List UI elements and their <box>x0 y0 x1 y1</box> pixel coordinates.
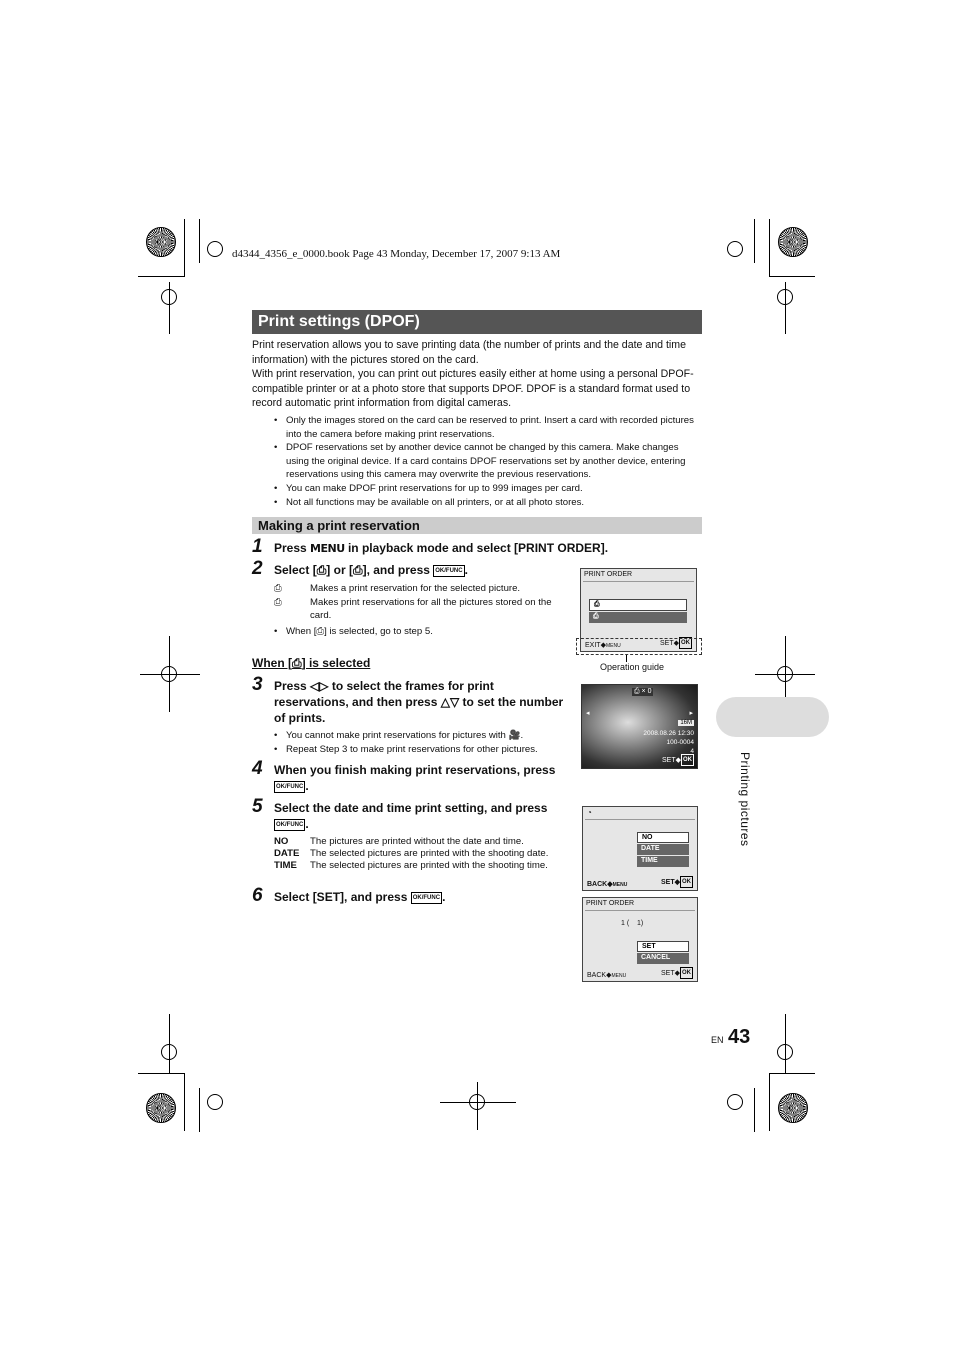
menu-option-no: NO <box>637 832 689 843</box>
frame-count: 4 <box>690 748 694 755</box>
step-5-definitions: NO The pictures are printed without the date and time. DATE The selected pictures are printed with the shooting date. TIME The selected pictures are printed with the shooting time. <box>274 836 549 871</box>
operation-guide-box <box>576 638 702 655</box>
list-item: • Repeat Step 3 to make print reservations for other pictures. <box>274 743 570 757</box>
screen-print-order-confirm: PRINT ORDER 1 ( 1) SET CANCEL BACK◆MENU SET◆ OK <box>582 897 698 982</box>
page-title: Print settings (DPOF) <box>252 310 702 334</box>
menu-option-set: SET <box>637 941 689 952</box>
list-item: • You can make DPOF print reservations for up to 999 images per card. <box>274 482 702 496</box>
step-number: 4 <box>252 758 263 779</box>
print-count-badge: ⎙ × 0 <box>634 688 652 695</box>
registration-rosette-icon <box>146 1093 176 1123</box>
list-item: • Only the images stored on the card can be reserved to print. Insert a card with recorded pictures into the camera before making print reservations. <box>274 414 702 441</box>
step-number: 6 <box>252 885 263 906</box>
when-single-heading: When [⎙] is selected <box>252 656 371 670</box>
arrow-left-icon: ◂ <box>586 710 590 717</box>
step-1: 1 Press MENU in playback mode and select [PRINT ORDER]. <box>252 536 609 557</box>
section-subtitle: Making a print reservation <box>252 517 702 534</box>
print-header-line: d4344_4356_e_0000.book Page 43 Monday, December 17, 2007 9:13 AM <box>232 248 561 260</box>
arrow-right-icon: ▸ <box>689 710 693 717</box>
menu-option-cancel: CANCEL <box>637 953 689 964</box>
left-right-arrows-icon: ◁▷ <box>310 679 329 693</box>
screen-photo-frame: ⎙ × 0 ◂ ▸ 16M 2008.08.26 12:30 100-0004 4 SET◆ OK <box>581 684 698 769</box>
screen-print-order-menu: PRINT ORDER ⎙ ⎙ EXIT◆MENU SET◆ OK <box>580 568 697 652</box>
chapter-label: Printing pictures <box>738 752 752 847</box>
menu-option-all <box>589 612 687 623</box>
image-size-badge: 16M <box>680 720 692 726</box>
menu-option-time: TIME <box>637 856 689 867</box>
list-item: • DPOF reservations set by another device cannot be changed by this camera. Make changes using the original device. If a card contains DPOF reservations set by another device, entering reservations using this camera may overwrite the previous reservations. <box>274 441 702 482</box>
menu-option-single <box>589 599 687 611</box>
print-count-readout: 1 ( 1) <box>621 920 644 927</box>
registration-rosette-icon <box>778 227 808 257</box>
intro-paragraph: Print reservation allows you to save printing data (the number of prints and the date and time information) with the pictures stored on the card. <box>252 339 686 366</box>
step-number: 5 <box>252 796 263 817</box>
print-all-icon: ⎙ <box>352 563 363 577</box>
ok-func-button-icon: OK/FUNC <box>274 781 305 793</box>
crosshair-icon <box>727 1094 743 1110</box>
page-number: EN 43 <box>711 1026 751 1048</box>
print-single-icon: ⎙ <box>316 563 327 577</box>
screen-date-setting: ◔ NO DATE TIME BACK◆MENU SET◆ OK <box>582 806 698 891</box>
step-4: 4 When you finish making print reservations, press OK/FUNC . <box>252 758 556 793</box>
registration-rosette-icon <box>146 227 176 257</box>
step-number: 1 <box>252 536 263 557</box>
step-number: 2 <box>252 558 263 579</box>
menu-button-icon: MENU <box>310 542 345 555</box>
ok-func-button-icon: OK/FUNC <box>433 565 464 577</box>
print-single-icon: ⎙ <box>292 656 302 670</box>
intro-paragraph: With print reservation, you can print out pictures easily either at home using a personal DPOF-compatible printer or at a photo store that supports DPOF. DPOF is a standard format used to record automatic print information from digital cameras. <box>252 368 694 410</box>
print-single-icon: ⎙ <box>274 583 282 594</box>
print-single-icon: ⎙ <box>594 601 600 608</box>
movie-icon: 🎥 <box>508 730 521 741</box>
step-3-notes: • You cannot make print reservations for pictures with 🎥. • Repeat Step 3 to make print reservations for other pictures. <box>274 729 570 756</box>
list-item: • Not all functions may be available on all printers, or at all photo stores. <box>274 496 702 510</box>
menu-option-date: DATE <box>637 844 689 855</box>
step-5: 5 Select the date and time print setting, and press OK/FUNC . <box>252 796 548 831</box>
ok-func-button-icon: OK/FUNC <box>274 819 305 831</box>
file-number: 100-0004 <box>666 739 694 746</box>
registration-rosette-icon <box>778 1093 808 1123</box>
shooting-date: 2008.08.26 12:30 <box>643 730 694 737</box>
intro-text <box>252 338 704 411</box>
print-all-icon: ⎙ <box>274 596 282 608</box>
chapter-tab <box>716 697 829 737</box>
print-all-icon: ⎙ <box>316 625 325 637</box>
step-3: 3 Press ◁▷ to select the frames for print reservations, and then press △▽ to set the number of prints. <box>252 674 564 725</box>
step-2-definitions: ⎙ Makes a print reservation for the selected picture. ⎙ Makes print reservations for all the pictures stored on the card. • When [⎙] is selected, go to step 5. <box>274 582 570 638</box>
notes-list <box>274 414 702 509</box>
up-down-arrows-icon: △▽ <box>440 695 460 709</box>
step-6: 6 Select [SET], and press OK/FUNC . <box>252 885 446 906</box>
ok-func-button-icon: OK/FUNC <box>411 892 442 904</box>
crosshair-icon <box>207 241 223 257</box>
print-all-icon: ⎙ <box>593 613 599 620</box>
crosshair-icon <box>207 1094 223 1110</box>
clock-icon: ◔ <box>587 808 592 817</box>
step-number: 3 <box>252 674 263 695</box>
step-2: 2 Select [⎙] or [⎙], and press OK/FUNC . <box>252 558 468 579</box>
crosshair-icon <box>727 241 743 257</box>
operation-guide-label: Operation guide <box>600 662 665 672</box>
